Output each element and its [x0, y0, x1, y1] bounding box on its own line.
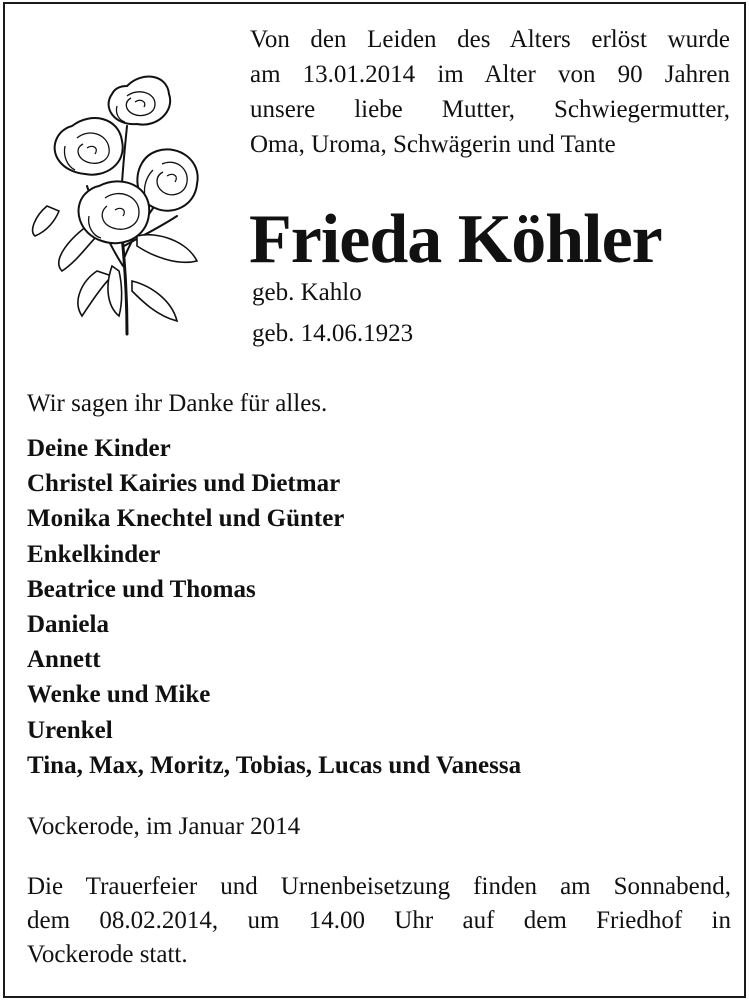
- family-entry: Wenke und Mike: [27, 681, 211, 709]
- family-entry: Annett: [27, 646, 101, 674]
- family-entry: Tina, Max, Moritz, Tobias, Lucas und Vanessa: [27, 751, 522, 779]
- death-announcement: [250, 22, 730, 162]
- funeral-line: Vockerode statt.: [27, 941, 188, 968]
- family-entry: Monika Knechtel und Günter: [27, 505, 345, 533]
- funeral-line: Die Trauerfeier und Urnenbeisetzung finden am Sonnabend,: [27, 873, 731, 900]
- announcement-line: Oma, Uroma, Schwägerin und Tante: [250, 131, 616, 158]
- family-entry: Christel Kairies und Dietmar: [27, 470, 341, 498]
- announcement-line: Von den Leiden des Alters erlöst wurde: [250, 26, 730, 53]
- obituary-notice: [3, 2, 746, 998]
- family-entry: Enkelkinder: [27, 540, 161, 568]
- thanks-line: Wir sagen ihr Danke für alles.: [27, 390, 328, 417]
- funeral-details: [27, 870, 731, 972]
- family-entry: Daniela: [27, 611, 109, 639]
- announcement-line: am 13.01.2014 im Alter von 90 Jahren: [250, 61, 730, 88]
- deceased-name: Frieda Köhler: [249, 201, 662, 278]
- family-list: [27, 431, 521, 783]
- roses-illustration: [27, 66, 211, 336]
- family-entry: Deine Kinder: [27, 435, 171, 462]
- funeral-line: dem 08.02.2014, um 14.00 Uhr auf dem Friedhof in: [27, 907, 731, 934]
- place-date: Vockerode, im Januar 2014: [27, 813, 301, 840]
- family-entry: Urenkel: [27, 716, 113, 744]
- announcement-line: unsere liebe Mutter, Schwiegermutter,: [250, 96, 730, 123]
- family-entry: Beatrice und Thomas: [27, 575, 256, 603]
- birth-date: geb. 14.06.1923: [252, 320, 414, 347]
- maiden-name: geb. Kahlo: [252, 279, 362, 306]
